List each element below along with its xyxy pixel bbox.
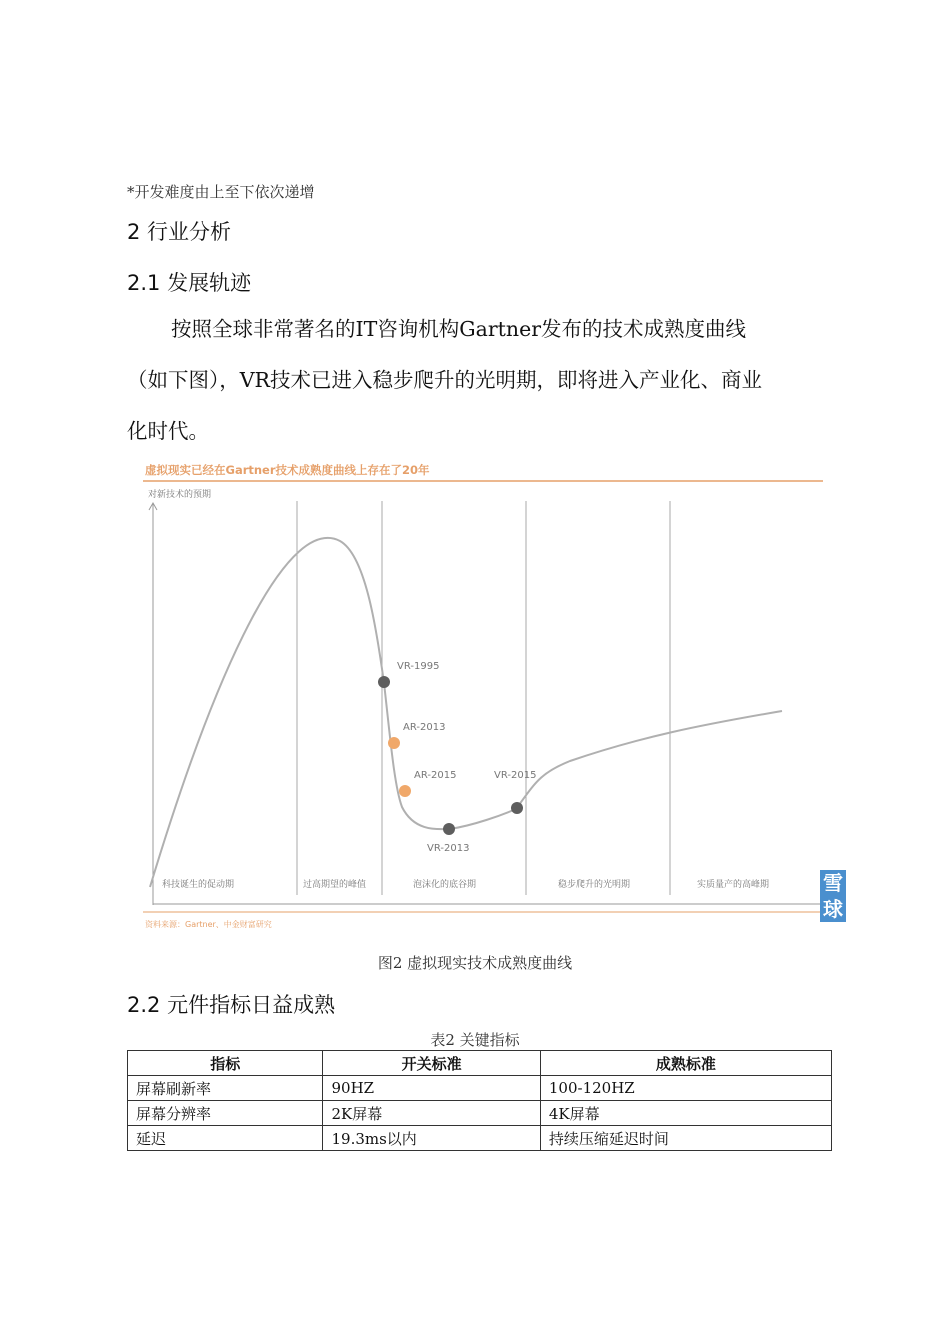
phase-label: 实质量产的高峰期 — [697, 880, 770, 890]
paragraph-line-3: 化时代。 — [127, 419, 209, 443]
phase-label: 过高期望的峰值 — [303, 880, 367, 890]
table-cell: 屏幕分辨率 — [128, 1101, 323, 1126]
table-row — [128, 1101, 832, 1126]
table-row — [128, 1076, 832, 1101]
point-label: AR-2013 — [403, 722, 446, 733]
table-header: 指标 — [128, 1051, 323, 1076]
point-label: AR-2015 — [414, 770, 457, 781]
figure-source: 资料来源：Gartner、中金财富研究 — [145, 920, 272, 929]
table-cell: 4K屏幕 — [540, 1101, 831, 1126]
table-cell: 2K屏幕 — [323, 1101, 540, 1126]
table-cell: 延迟 — [128, 1126, 323, 1151]
table-cell: 屏幕刷新率 — [128, 1076, 323, 1101]
point-label: VR-2015 — [494, 770, 537, 781]
table-cell: 90HZ — [323, 1076, 540, 1101]
y-axis-label: 对新技术的预期 — [148, 490, 212, 500]
table-cell: 100-120HZ — [540, 1076, 831, 1101]
phase-label: 科技诞生的促动期 — [162, 880, 235, 890]
point-label: VR-1995 — [397, 661, 440, 672]
hype-curve — [150, 538, 782, 887]
table-row — [128, 1126, 832, 1151]
point-ar-2015 — [399, 785, 411, 797]
paragraph-line-2: （如下图），VR技术已进入稳步爬升的光明期，即将进入产业化、商业 — [127, 368, 762, 392]
hype-cycle-figure — [140, 455, 852, 943]
table-header-row — [128, 1051, 832, 1076]
table-caption: 表2 关键指标 — [430, 1031, 520, 1049]
body-paragraph — [127, 304, 833, 457]
paragraph-line-1 — [127, 304, 833, 355]
figure-title: 虚拟现实已经在Gartner技术成熟度曲线上存在了20年 — [145, 463, 430, 477]
key-metrics-table — [127, 1050, 832, 1151]
point-vr-1995 — [378, 676, 390, 688]
table-header: 成熟标准 — [540, 1051, 831, 1076]
table-header: 开关标准 — [323, 1051, 540, 1076]
point-ar-2013 — [388, 737, 400, 749]
section-heading-components: 2.2 元件指标日益成熟 — [127, 993, 336, 1017]
section-heading-development-track: 2.1 发展轨迹 — [127, 271, 252, 295]
paragraph-line-1-text: 按照全球非常著名的IT咨询机构Gartner发布的技术成熟度曲线 — [171, 317, 747, 341]
point-vr-2013 — [443, 823, 455, 835]
phase-label: 稳步爬升的光明期 — [558, 880, 631, 890]
table-cell: 持续压缩延迟时间 — [540, 1126, 831, 1151]
point-label: VR-2013 — [427, 843, 470, 854]
section-heading-industry-analysis: 2 行业分析 — [127, 220, 232, 244]
difficulty-note: *开发难度由上至下依次递增 — [127, 183, 315, 201]
figure-caption: 图2 虚拟现实技术成熟度曲线 — [377, 954, 573, 972]
phase-label: 泡沫化的底谷期 — [413, 880, 477, 890]
xueqiu-watermark: 雪球 — [820, 870, 846, 922]
table-cell: 19.3ms以内 — [323, 1126, 540, 1151]
point-vr-2015 — [511, 802, 523, 814]
